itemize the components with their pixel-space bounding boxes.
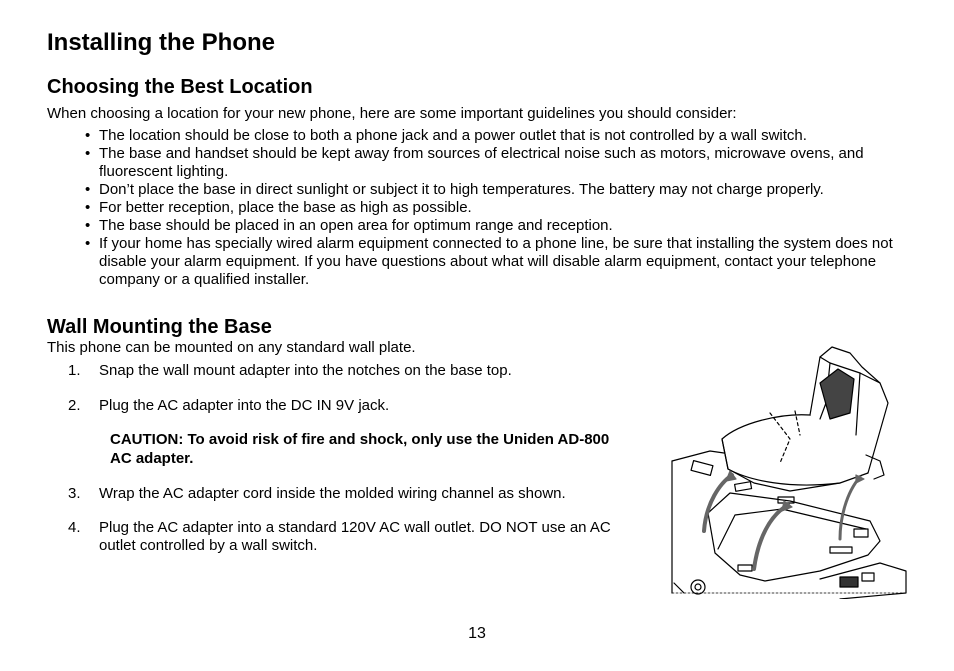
list-item: • If your home has specially wired alarm equipment connected to a phone line, be sure that installing the system does not disable your alarm equipment. If you have questions about what will disable alarm equipment, contact your telephone company or a qualified installer. — [83, 235, 923, 289]
step-3 — [68, 485, 648, 503]
step-2 — [68, 397, 648, 415]
list-item: • The base and handset should be kept away from sources of electrical noise such as motors, microwave ovens, and fluorescent lighting. — [83, 145, 923, 181]
location-guidelines-list — [83, 127, 923, 289]
step-text: Plug the AC adapter into a standard 120V AC wall outlet. DO NOT use an AC outlet controlled by a wall switch. — [99, 519, 611, 554]
step-number: 4. — [68, 519, 81, 536]
list-item: • The base should be placed in an open area for optimum range and reception. — [83, 217, 923, 235]
step-1 — [68, 362, 648, 380]
wall-mounting-intro: This phone can be mounted on any standard wall plate. — [47, 339, 416, 356]
page-title: Installing the Phone — [47, 29, 276, 56]
step-text: Wrap the AC adapter cord inside the molded wiring channel as shown. — [99, 485, 566, 502]
step-text: Plug the AC adapter into the DC IN 9V jack. — [99, 397, 390, 414]
list-item: • The location should be close to both a phone jack and a power outlet that is not controlled by a wall switch. — [83, 127, 923, 145]
step-number: 3. — [68, 485, 81, 502]
list-item: • Don’t place the base in direct sunlight or subject it to high temperatures. The battery may not charge properly. — [83, 181, 923, 199]
step-text: Snap the wall mount adapter into the notches on the base top. — [99, 362, 512, 379]
wall-mount-illustration — [670, 343, 910, 599]
page-number: 13 — [468, 625, 486, 642]
step-4 — [68, 519, 648, 555]
best-location-intro: When choosing a location for your new phone, here are some important guidelines you should consider: — [47, 105, 737, 122]
step-number: 1. — [68, 362, 81, 379]
section-heading-best-location: Choosing the Best Location — [47, 76, 313, 98]
step-number: 2. — [68, 397, 81, 414]
section-heading-wall-mounting: Wall Mounting the Base — [47, 316, 272, 338]
caution-note: CAUTION: To avoid risk of fire and shock, only use the Uniden AD-800 AC adapter. — [110, 431, 610, 467]
list-item: • For better reception, place the base as high as possible. — [83, 199, 923, 217]
